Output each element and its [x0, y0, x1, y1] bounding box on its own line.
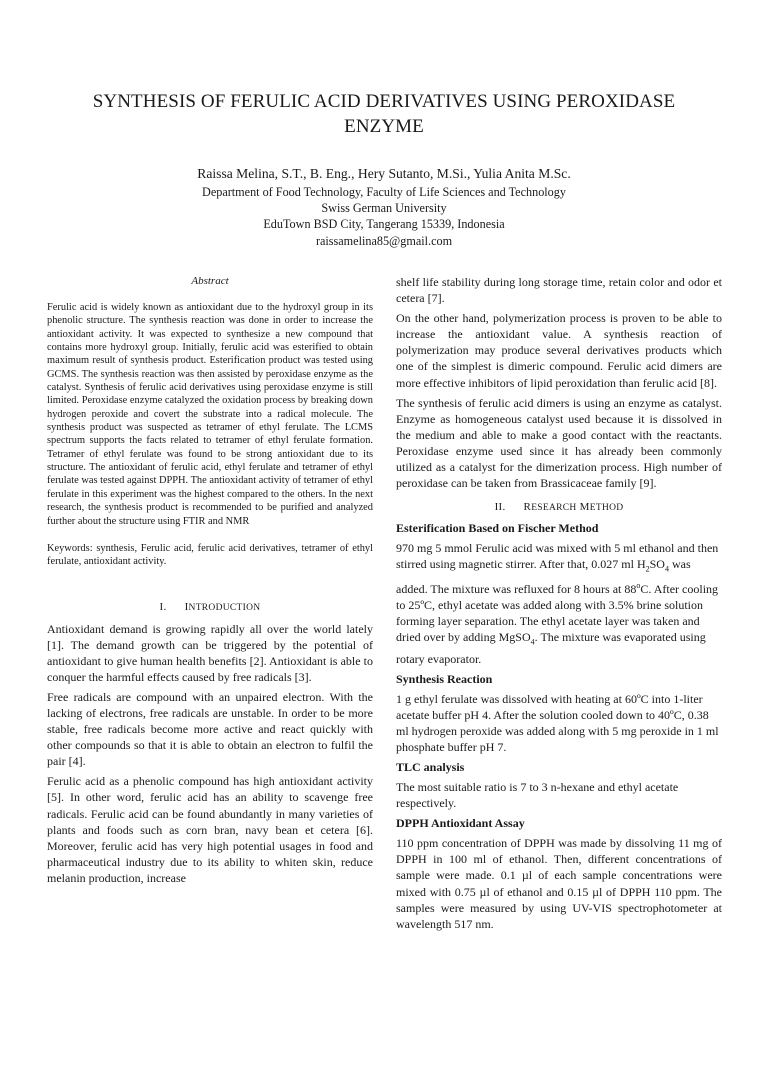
tlc-text: The most suitable ratio is 7 to 3 n-hexane and ethyl acetate respectively. — [396, 780, 679, 811]
esterification-text: 970 mg 5 mmol Ferulic acid was mixed with 5 ml ethanol and then stirred using magnetic stirrer. After that, 0.027 ml $H_2SO_4$ was added. The mixture was refluxed for 8 hours at 88$^o$C. After cooling to 25ºC, ethyl acetate was added along with 3.5% brine solution forming layer separation. The ethyl acetate layer was taken and dried over by adding MgSO$_4$. The mixture was evaporated using rotary evaporator. — [396, 541, 719, 666]
paper-title — [48, 89, 720, 139]
section-number: II. — [494, 501, 506, 514]
right-column — [396, 274, 722, 936]
introduction-heading: I. INTRODUCTION — [159, 600, 261, 613]
tlc-heading: TLC analysis — [396, 760, 465, 775]
body-paragraph: On the other hand, polymerization process is proven to be able to increase the antioxidant value. A synthesis reaction of polymerization may produce several derivatives products which one of the simplest is dimeric compound. Ferulic acid dimers are more effective inhibitors of lipid peroxidation than ferulic acid [8]. — [396, 311, 722, 390]
synthesis-text: 1 g ethyl ferulate was dissolved with heating at 60ºC into 1-liter acetate buffer pH 4. After the solution cooled down to 40ºC, 0.38 ml hydrogen peroxide was added along with 5 mg peroxide in 1 ml phosphate buffer pH 7. — [396, 691, 719, 754]
affiliation-line: Swiss German University — [321, 201, 447, 216]
section-number: I. — [159, 600, 167, 613]
authors: Raissa Melina, S.T., B. Eng., Hery Sutanto, M.Si., Yulia Anita M.Sc. — [197, 166, 571, 181]
left-column — [47, 275, 373, 890]
abstract-text: Ferulic acid is widely known as antioxidant due to the hydroxyl group in its phenolic structure. The synthesis reaction was done in order to increase the antioxidant activity. It was expected to synthesize a new compound that contains more hydroxyl group. Initially, ferulic acid was esterified to obtain maximum result of synthesis product. Esterification product was tested using GCMS. The synthesis reaction was then assisted by peroxidase enzyme as the catalyst. Synthesis of ferulic acid derivatives using peroxidase enzyme is still limited. Peroxidase enzyme catalyzed the oxidation process by breaking down hydrogen peroxide and covert the substrate into a radical molecule. The synthesis product was suspected as tetramer of ethyl ferulate. The LCMS spectrum supports the facts related to tetramer of ethyl ferulate formation. Tetramer of ethyl ferulate was found to be strong antioxidant due to its structure. The antioxidant of ferulic acid, ethyl ferulate and tetramer of ethyl ferulate was tested against DPPH. The antioxidant activity of tetramer of ethyl ferulate in this experiment was the highest compared to the others. In the next research, the synthesis product is recommended to be purified and analyzed further about the structure using FTIR and NMR — [47, 302, 373, 527]
title-line-2: ENZYME — [344, 116, 424, 137]
intro-paragraph: Ferulic acid as a phenolic compound has high antioxidant activity [5]. In other word, ferulic acid has an ability to scavenge free radicals. Ferulic acid can be found abundantly in many varieties of plants and foods such as corn bran, navy bean et cetera [6]. Moreover, ferulic acid has very high potential usages in food and pharmaceutical industry due to its ability to whiten skin, reduce melanin production, increase — [47, 774, 373, 885]
affiliation-line: Department of Food Technology, Faculty of Life Sciences and Technology — [202, 185, 566, 199]
intro-paragraph: Free radicals are compound with an unpaired electron. With the lacking of electrons, free radicals are unstable. In order to be more stable, free radicals become more active and react quickly with other compounds so that it is able to obtain an electron to fulfil the pair [4]. — [47, 689, 373, 769]
author-email: raissamelina85@gmail.com — [315, 233, 453, 248]
research-method-heading: II. RESEARCH METHOD — [494, 501, 624, 514]
body-paragraph: The synthesis of ferulic acid dimers is using an enzyme as catalyst. Enzyme as homogeneous catalyst used because it is dissolved in the medium and able to make a good contact with the reactants. Peroxidase enzyme used since it has already been commonly utilized as a catalyst for the dimerization process. High number of peroxidase can be taken from Brassicaceae family [9]. — [396, 395, 722, 491]
dpph-text: 110 ppm concentration of DPPH was made by dissolving 11 mg of DPPH in 100 ml of ethanol. Then, different concentrations of sample were made. 0.1 µl of each sample concentrations were mixed with 0.75 µl of ethanol and 0.15 µl of DPPH 110 ppm. The samples were measured by using UV-VIS spectrophotometer at wavelength 517 nm. — [396, 836, 722, 931]
synthesis-heading: Synthesis Reaction — [396, 671, 493, 686]
intro-paragraph: Antioxidant demand is growing rapidly all over the world lately [1]. The demand growth can be triggered by the potential of antioxidant to give human health benefits [2]. Antioxidant is able to conquer the harmful effects caused by free radicals [3]. — [47, 621, 373, 684]
keywords: Keywords: synthesis, Ferulic acid, ferulic acid derivatives, tetramer of ethyl ferulate, antioxidant activity. — [47, 542, 373, 568]
body-paragraph: shelf life stability during long storage time, retain color and odor et cetera [7]. — [396, 275, 722, 306]
title-line-1: SYNTHESIS OF FERULIC ACID DERIVATIVES USING PEROXIDASE — [92, 91, 676, 112]
esterification-heading: Esterification Based on Fischer Method — [396, 521, 599, 536]
affiliation — [100, 184, 668, 249]
affiliation-line: EduTown BSD City, Tangerang 15339, Indonesia — [263, 217, 505, 232]
abstract-heading: Abstract — [191, 275, 229, 287]
dpph-heading: DPPH Antioxidant Assay — [396, 816, 525, 831]
